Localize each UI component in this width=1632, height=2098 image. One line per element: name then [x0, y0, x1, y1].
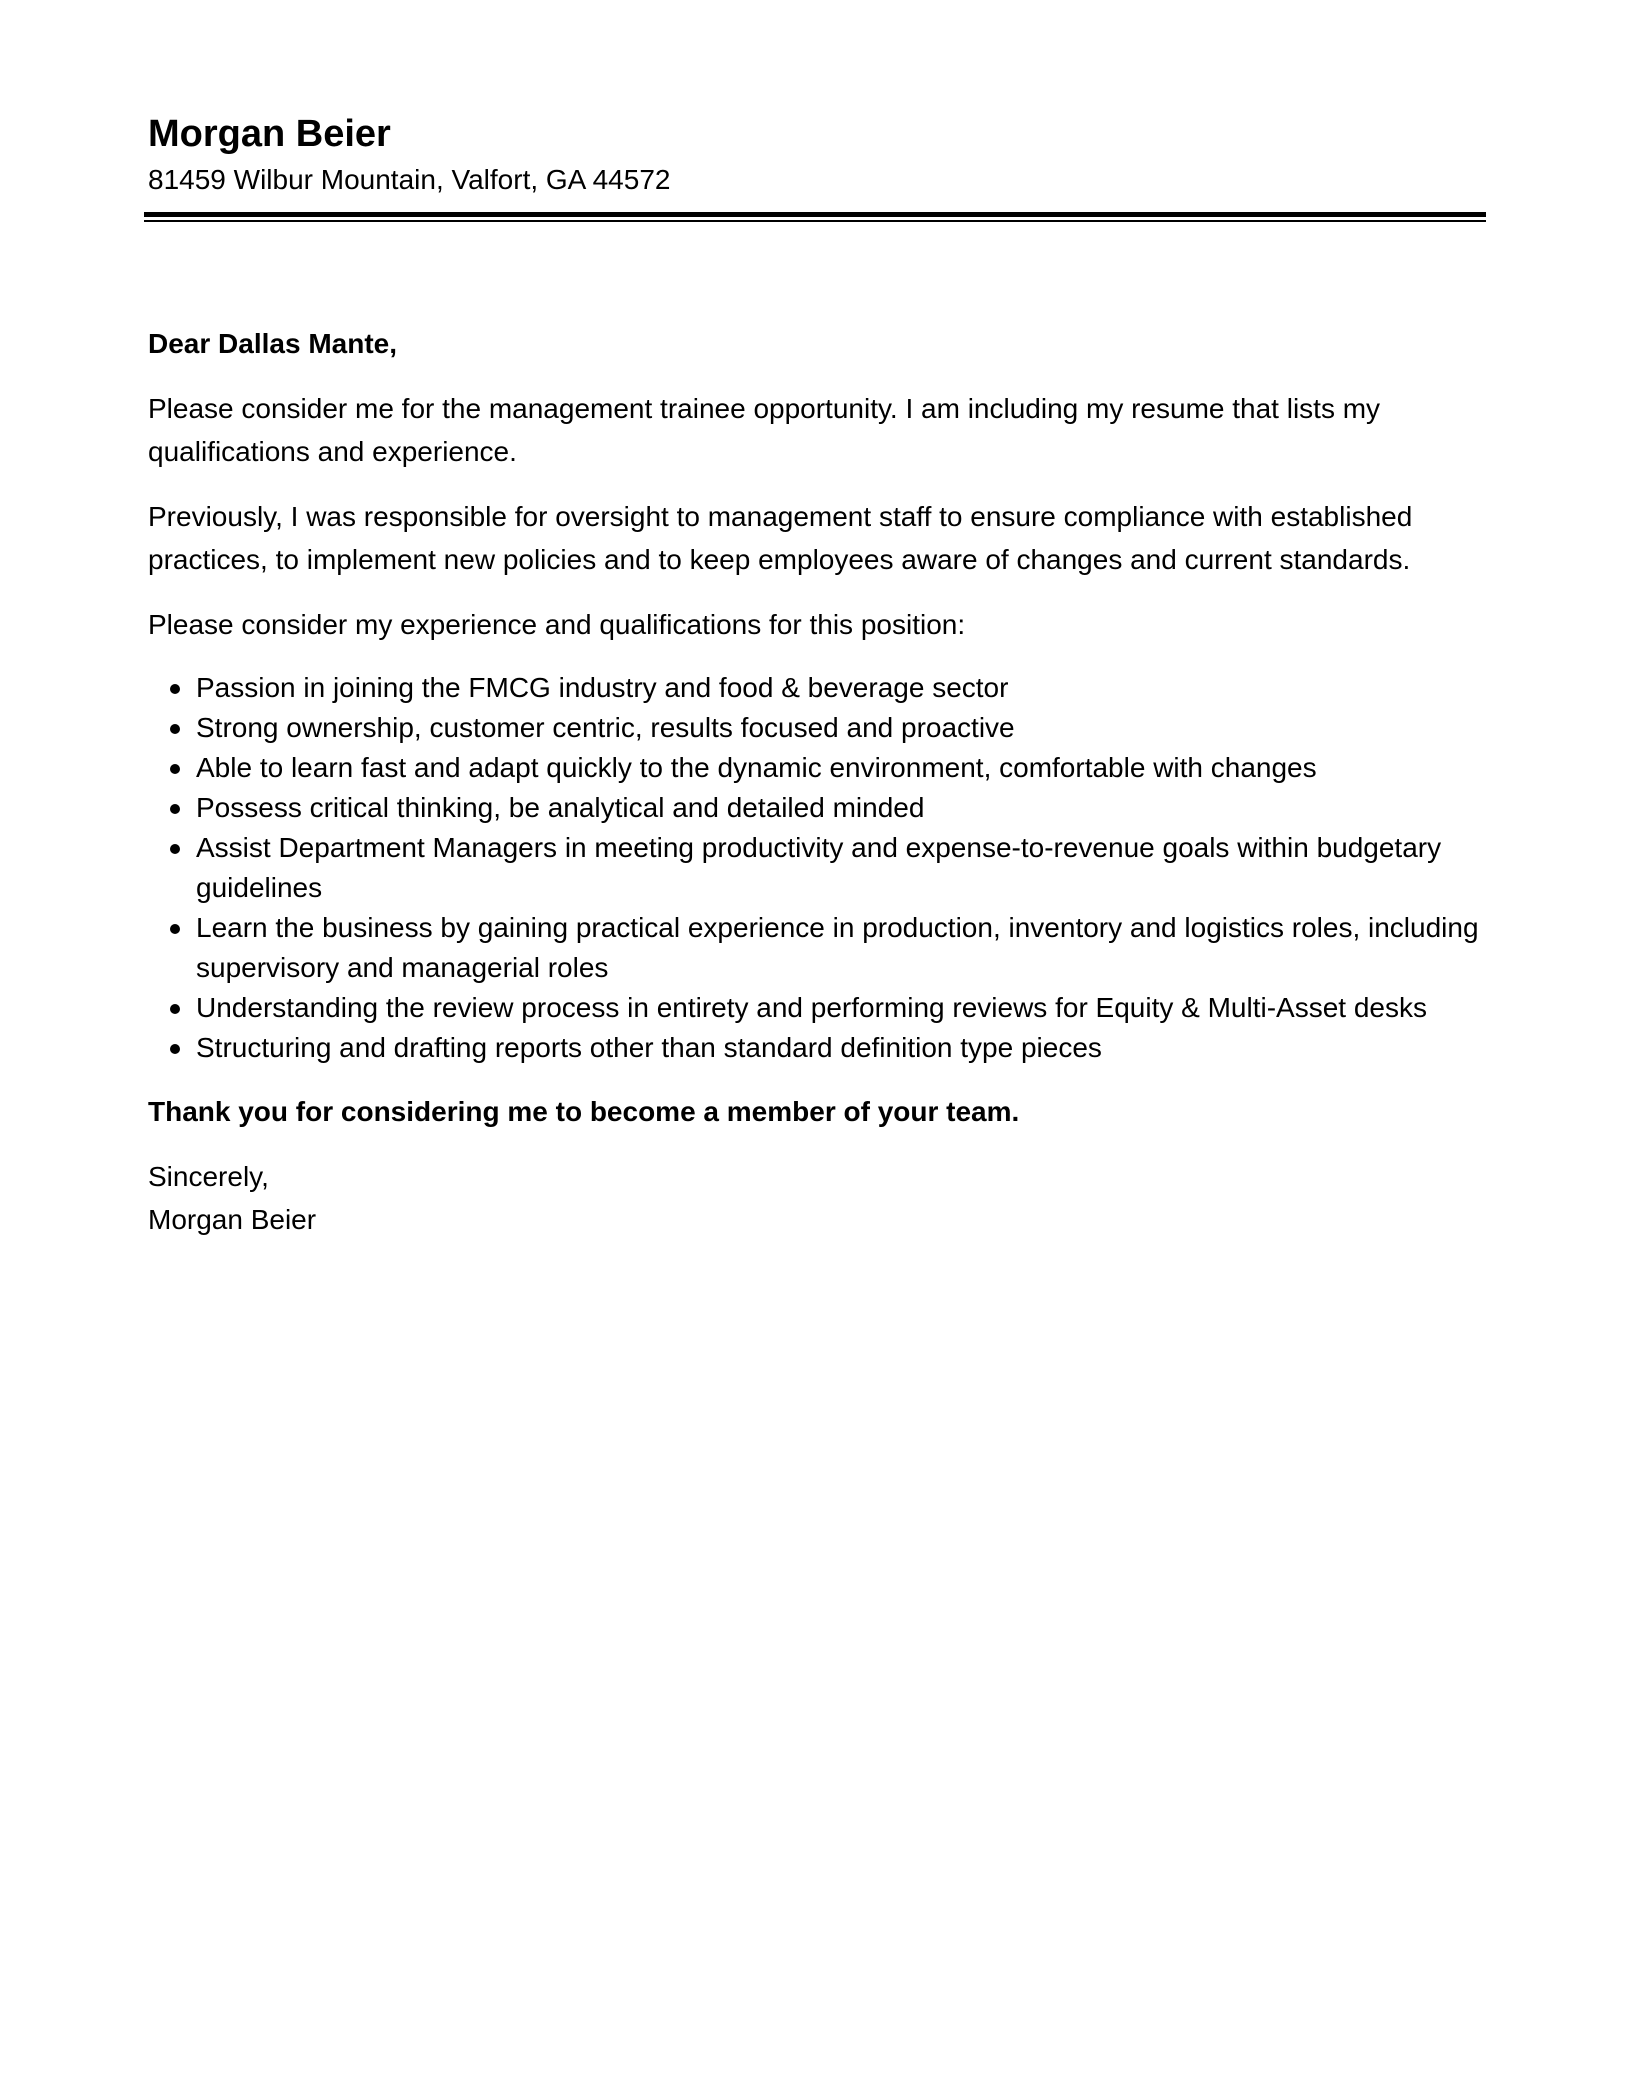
list-item [148, 788, 1498, 828]
list-item-text: Passion in joining the FMCG industry and food & beverage sector [196, 672, 1009, 703]
bullet-icon [170, 804, 180, 814]
list-item-text: Able to learn fast and adapt quickly to the dynamic environment, comfortable with changes [196, 752, 1317, 783]
bullet-icon [170, 844, 180, 854]
signoff: Sincerely, [148, 1161, 269, 1192]
bullet-icon [170, 724, 180, 734]
closing-statement: Thank you for considering me to become a member of your team. [148, 1096, 1020, 1127]
list-item [148, 828, 1498, 908]
paragraph-experience: Previously, I was responsible for oversight to management staff to ensure compliance with established practices, to implement new policies and to keep employees aware of changes and current standards. [148, 501, 1413, 575]
list-item [148, 668, 1498, 708]
paragraph-qualifications-lead: Please consider my experience and qualifications for this position: [148, 609, 966, 640]
list-item [148, 708, 1498, 748]
qualifications-list [148, 668, 1498, 1068]
list-item [148, 748, 1498, 788]
list-item-text: Strong ownership, customer centric, results focused and proactive [196, 712, 1015, 743]
salutation: Dear Dallas Mante, [148, 328, 397, 359]
sender-name: Morgan Beier [148, 113, 391, 155]
list-item-text: Learn the business by gaining practical experience in production, inventory and logistics roles, including supervisory and managerial roles [196, 912, 1479, 983]
bullet-icon [170, 924, 180, 934]
bullet-icon [170, 1004, 180, 1014]
list-item-text: Structuring and drafting reports other than standard definition type pieces [196, 1032, 1102, 1063]
list-item-text: Understanding the review process in entirety and performing reviews for Equity & Multi-Asset desks [196, 992, 1427, 1023]
bullet-icon [170, 1044, 180, 1054]
list-item [148, 908, 1498, 988]
list-item-text: Assist Department Managers in meeting productivity and expense-to-revenue goals within budgetary guidelines [196, 832, 1442, 903]
bullet-icon [170, 684, 180, 694]
header-divider [144, 212, 1486, 222]
letter-body [148, 322, 1498, 1241]
list-item [148, 988, 1498, 1028]
list-item [148, 1028, 1498, 1068]
bullet-icon [170, 764, 180, 774]
signature-name: Morgan Beier [148, 1204, 317, 1235]
list-item-text: Possess critical thinking, be analytical and detailed minded [196, 792, 925, 823]
paragraph-intro: Please consider me for the management trainee opportunity. I am including my resume that lists my qualifications and experience. [148, 393, 1381, 467]
letter-header [148, 108, 1488, 200]
divider-thick-line [144, 212, 1486, 217]
sender-address: 81459 Wilbur Mountain, Valfort, GA 44572 [148, 164, 671, 195]
divider-thin-line [144, 220, 1486, 222]
